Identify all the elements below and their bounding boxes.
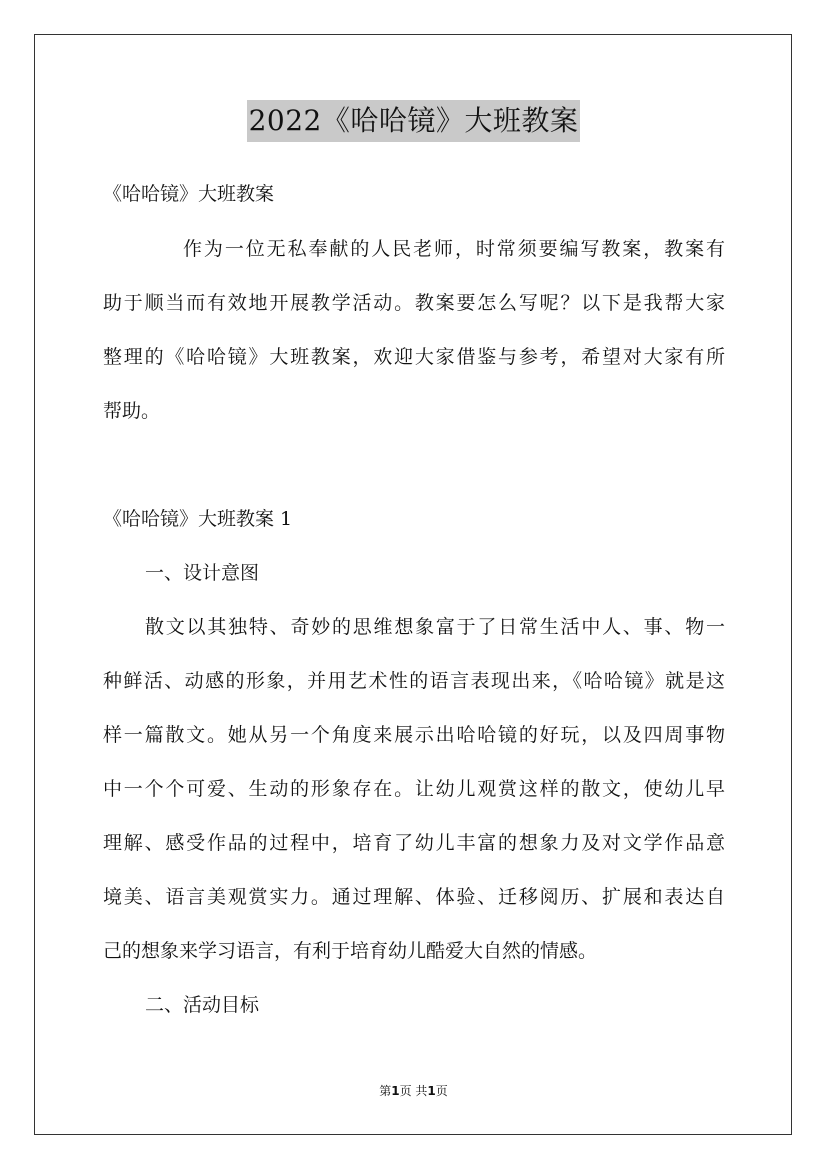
footer-page-number: 1 — [391, 1084, 400, 1098]
body-line-7: 己的想象来学习语言，有利于培育幼儿酷爱大自然的情感。 — [103, 940, 598, 962]
body-line-4: 中一个个可爱、生动的形象存在。让幼儿观赏这样的散文，使幼儿早 — [103, 778, 725, 800]
intro-line-2: 助于顺当而有效地开展教学活动。教案要怎么写呢？以下是我帮大家 — [103, 292, 725, 314]
heading-activity-goals: 二、活动目标 — [145, 994, 260, 1016]
body-line-3: 样一篇散文。她从另一个角度来展示出哈哈镜的好玩，以及四周事物 — [103, 724, 725, 746]
intro-line-3: 整理的《哈哈镜》大班教案，欢迎大家借鉴与参考，希望对大家有所 — [103, 346, 725, 368]
footer-prefix: 第 — [379, 1084, 392, 1098]
intro-line-1: 作为一位无私奉献的人民老师，时常须要编写教案，教案有 — [183, 238, 725, 260]
footer-mid: 页 共 — [399, 1084, 428, 1098]
section-title: 《哈哈镜》大班教案 1 — [103, 508, 293, 530]
body-line-2: 种鲜活、动感的形象，并用艺术性的语言表现出来，《哈哈镜》就是这 — [103, 670, 725, 692]
document-title: 2022《哈哈镜》大班教案 — [247, 100, 581, 142]
body-line-5: 理解、感受作品的过程中，培育了幼儿丰富的想象力及对文学作品意 — [103, 832, 725, 854]
heading-design-intent: 一、设计意图 — [145, 562, 260, 584]
title-container — [0, 100, 827, 142]
footer-total-pages: 1 — [427, 1084, 436, 1098]
page-footer — [0, 1082, 827, 1100]
footer-suffix: 页 — [435, 1084, 448, 1098]
intro-line-4: 帮助。 — [103, 400, 161, 422]
subtitle: 《哈哈镜》大班教案 — [103, 183, 275, 205]
body-line-1: 散文以其独特、奇妙的思维想象富于了日常生活中人、事、物一 — [145, 616, 725, 638]
body-line-6: 境美、语言美观赏实力。通过理解、体验、迁移阅历、扩展和表达自 — [103, 886, 725, 908]
